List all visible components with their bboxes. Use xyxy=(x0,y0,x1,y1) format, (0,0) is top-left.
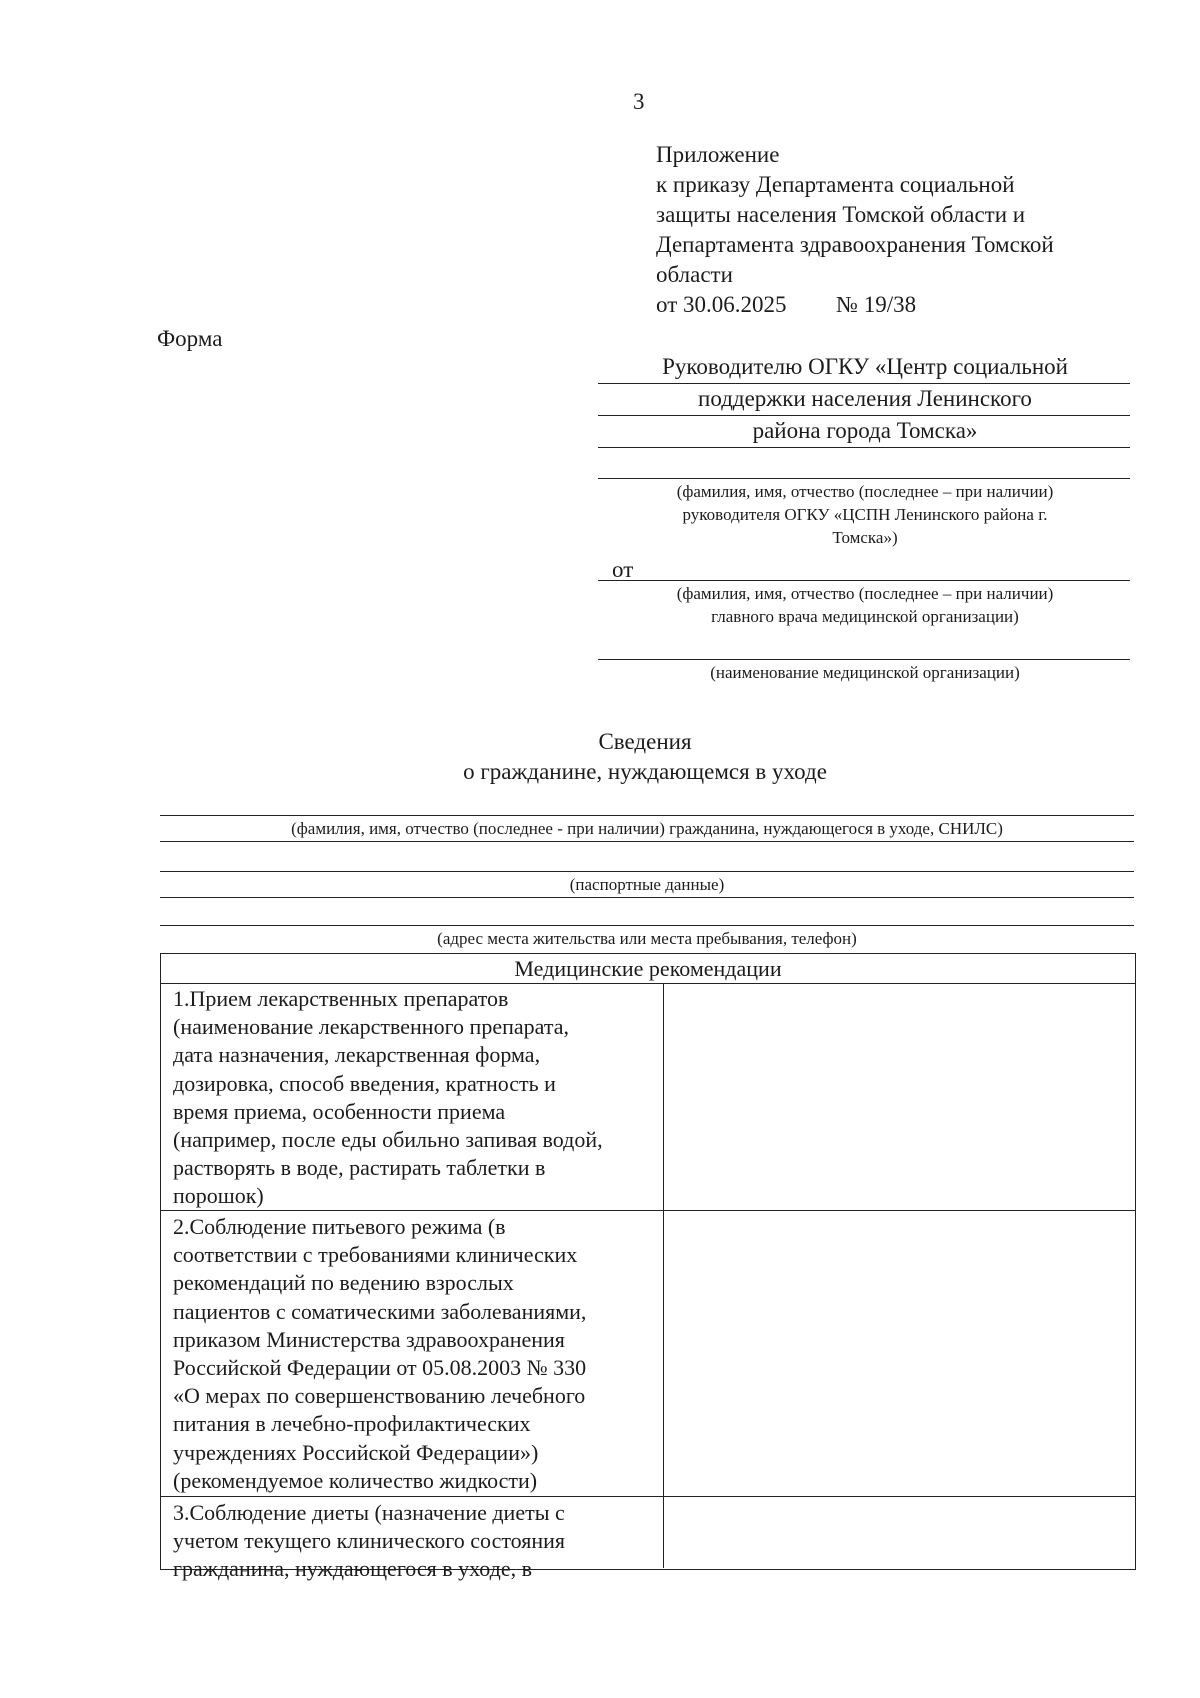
medical-recommendations-table xyxy=(160,953,1136,1582)
from-label: от xyxy=(612,557,634,582)
address-blank-line xyxy=(160,925,1134,926)
addressee-line-2: поддержки населения Ленинского xyxy=(698,386,1032,411)
doctor-caption xyxy=(600,582,1130,628)
row-label-line: (наименование лекарственного препарата, xyxy=(173,1014,569,1040)
caption-line: главного врача медицинской организации) xyxy=(711,607,1019,626)
table-row xyxy=(161,1211,1135,1497)
row-label-line: «О мерах по совершенствованию лечебного xyxy=(173,1383,586,1409)
table-row xyxy=(161,983,1135,1211)
row-label-line: дозировка, способ введения, кратность и xyxy=(173,1070,556,1096)
appendix-number: № 19/38 xyxy=(836,292,917,317)
underline xyxy=(160,841,1134,842)
row-label-line: соответствии с требованиями клинических xyxy=(173,1242,578,1268)
table-row xyxy=(161,1497,1135,1582)
row-label xyxy=(161,983,664,1210)
page-number: 3 xyxy=(633,89,645,114)
addressee-line-1: Руководителю ОГКУ «Центр социальной xyxy=(662,354,1068,379)
passport-blank-line xyxy=(160,871,1134,872)
row-label-line: приказом Министерства здравоохранения xyxy=(173,1326,565,1352)
row-label-line: гражданина, нуждающегося в уходе, в xyxy=(173,1556,532,1582)
org-name-blank-line xyxy=(598,659,1130,660)
citizen-name-blank-line xyxy=(160,815,1134,816)
form-label: Форма xyxy=(157,326,223,351)
underline xyxy=(160,897,1134,898)
document-title: Сведения xyxy=(598,729,692,754)
row-label-line: Российской Федерации от 05.08.2003 № 330 xyxy=(173,1355,587,1381)
row-value-cell[interactable] xyxy=(664,1211,1135,1496)
appendix-date-row xyxy=(656,290,1176,320)
appendix-line: защиты населения Томской области и xyxy=(656,202,1026,227)
row-label-line: 2.Соблюдение питьевого режима (в xyxy=(173,1214,506,1239)
appendix-line: Департамента здравоохранения Томской xyxy=(656,232,1054,257)
head-caption xyxy=(600,480,1130,549)
row-value-cell[interactable] xyxy=(664,1497,1135,1568)
appendix-date: от 30.06.2025 xyxy=(656,292,787,317)
citizen-caption: (фамилия, имя, отчество (последнее - при наличии) гражданина, нуждающегося в уходе, СНИЛС) xyxy=(291,819,1003,838)
caption-line: (фамилия, имя, отчество (последнее – при наличии) xyxy=(676,482,1054,501)
row-label-line: рекомендаций по ведению взрослых xyxy=(173,1270,514,1296)
table-header: Медицинские рекомендации xyxy=(161,954,1135,984)
head-name-blank-line xyxy=(598,478,1130,479)
caption-line: Томска») xyxy=(832,528,898,547)
appendix-line: Приложение xyxy=(656,142,780,167)
row-label-line: (например, после еды обильно запивая водой, xyxy=(173,1127,603,1153)
addressee-line-3: района города Томска» xyxy=(752,418,978,443)
doctor-name-blank-line xyxy=(598,580,1130,581)
row-label-line: учреждениях Российской Федерации») xyxy=(173,1439,539,1465)
appendix-line: к приказу Департамента социальной xyxy=(656,172,1015,197)
row-label-line: порошок) xyxy=(173,1183,264,1209)
row-label xyxy=(161,1497,664,1582)
address-caption: (адрес места жительства или места пребывания, телефон) xyxy=(437,929,857,948)
row-label-line: (рекомендуемое количество жидкости) xyxy=(173,1467,538,1493)
document-subtitle: о гражданине, нуждающемся в уходе xyxy=(463,759,827,784)
appendix-block xyxy=(656,140,1176,320)
row-label-line: время приема, особенности приема xyxy=(173,1098,506,1124)
appendix-line: области xyxy=(656,262,733,287)
row-label xyxy=(161,1211,664,1496)
underline xyxy=(598,447,1130,448)
row-label-line: растворять в воде, растирать таблетки в xyxy=(173,1155,546,1181)
row-label-line: 3.Соблюдение диеты (назначение диеты с xyxy=(173,1500,565,1525)
row-label-line: пациентов с соматическими заболеваниями, xyxy=(173,1298,587,1324)
caption-line: (фамилия, имя, отчество (последнее – при наличии) xyxy=(676,584,1054,603)
row-label-line: 1.Прием лекарственных препаратов xyxy=(173,986,509,1011)
row-value-cell[interactable] xyxy=(664,983,1135,1210)
org-caption: (наименование медицинской организации) xyxy=(710,663,1020,682)
row-label-line: учетом текущего клинического состояния xyxy=(173,1528,566,1554)
passport-caption: (паспортные данные) xyxy=(569,875,725,894)
row-label-line: дата назначения, лекарственная форма, xyxy=(173,1042,541,1068)
caption-line: руководителя ОГКУ «ЦСПН Ленинского района г. xyxy=(682,505,1048,524)
row-label-line: питания в лечебно-профилактических xyxy=(173,1411,531,1437)
